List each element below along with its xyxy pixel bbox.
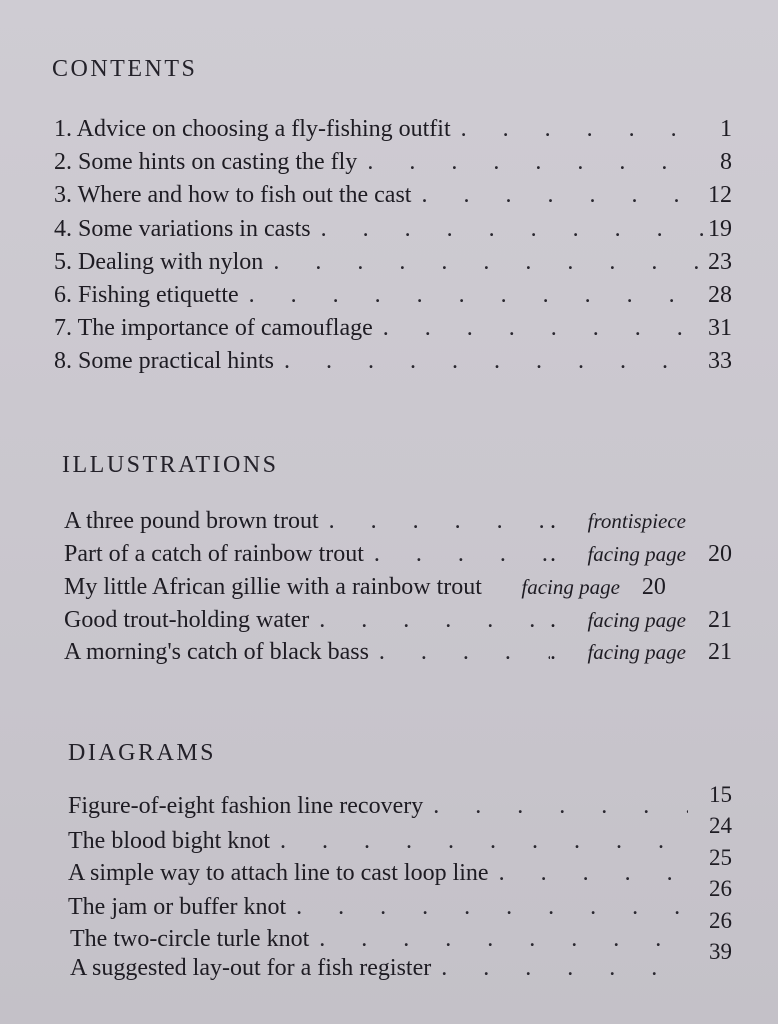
contents-entry — [54, 315, 732, 342]
leader-dots — [369, 639, 550, 666]
illustrations-heading: ILLUSTRATIONS — [62, 452, 279, 478]
contents-entry-page: 12 — [708, 182, 732, 208]
contents-entry-page: 19 — [708, 216, 732, 242]
diagram-entry-title: The blood bight knot — [68, 828, 270, 854]
illustration-entry-page: 21 — [708, 639, 732, 665]
illustration-entry-title: Good trout-holding water — [64, 607, 310, 633]
contents-entry-title: 4. Some variations in casts — [54, 216, 311, 242]
leader-dots — [431, 955, 688, 982]
leader-dots — [489, 860, 688, 887]
illustration-entry-qualifier: facing page — [587, 640, 686, 664]
illustration-entry — [64, 607, 732, 634]
contents-entry — [54, 249, 732, 276]
illustration-entry-qualifier: frontispiece — [587, 509, 686, 533]
leader-dots — [319, 508, 550, 535]
leader-dots — [451, 116, 704, 143]
contents-entry-title: 7. The importance of camouflage — [54, 315, 373, 341]
illustration-entry — [64, 541, 732, 568]
diagram-entry-title: The jam or buffer knot — [68, 894, 287, 920]
qualifier-dot: . — [550, 541, 556, 567]
contents-entry-title: 1. Advice on choosing a fly-fishing outfit — [54, 116, 451, 142]
diagram-entry — [70, 955, 688, 982]
leader-dots — [364, 541, 550, 568]
diagram-entry-title: A simple way to attach line to cast loop line — [68, 860, 489, 886]
leader-dots — [309, 926, 688, 953]
contents-entry-page: 28 — [708, 282, 732, 308]
leader-dots — [411, 182, 704, 209]
qualifier-dot: . — [550, 508, 556, 534]
leader-dots — [263, 249, 704, 276]
contents-entry — [54, 116, 732, 143]
diagram-entry — [68, 828, 688, 855]
contents-entry-page: 23 — [708, 249, 732, 275]
diagram-entry-page: 25 — [709, 845, 732, 870]
illustration-entry-title: A three pound brown trout — [64, 508, 319, 534]
contents-heading: CONTENTS — [52, 56, 198, 82]
leader-dots — [373, 315, 704, 342]
diagram-entry — [70, 926, 688, 953]
qualifier-dot: . — [550, 607, 556, 633]
leader-dots — [286, 894, 688, 921]
illustration-entry-page: 21 — [708, 607, 732, 633]
contents-entry-title: 2. Some hints on casting the fly — [54, 149, 358, 175]
leader-dots — [309, 607, 550, 634]
contents-entry-title: 3. Where and how to fish out the cast — [54, 182, 412, 208]
illustration-entry — [64, 639, 732, 666]
illustration-entry-qualifier: facing page — [587, 608, 686, 632]
illustration-entry-title: A morning's catch of black bass — [64, 639, 369, 665]
illustration-entry-qualifier: facing page — [521, 575, 620, 599]
leader-dots — [311, 216, 704, 243]
diagram-entry-title: A suggested lay-out for a fish register — [70, 955, 432, 981]
illustration-entry-page: 20 — [708, 541, 732, 567]
leader-dots — [274, 348, 704, 375]
diagram-entry-page: 26 — [709, 876, 732, 901]
diagram-entry — [68, 793, 688, 820]
illustration-entry — [64, 508, 732, 535]
illustration-entry-title: Part of a catch of rainbow trout — [64, 541, 364, 567]
diagram-entry — [68, 894, 688, 921]
contents-entry-title: 5. Dealing with nylon — [54, 249, 264, 275]
diagram-entry-page: 15 — [709, 782, 732, 807]
diagram-entry — [68, 860, 688, 887]
diagram-entry-title: The two-circle turle knot — [70, 926, 310, 952]
contents-entry — [54, 149, 732, 176]
leader-dots — [270, 828, 688, 855]
contents-entry-page: 8 — [720, 149, 732, 175]
contents-entry — [54, 348, 732, 375]
contents-entry — [54, 216, 732, 243]
leader-dots — [239, 282, 704, 309]
illustration-entry — [64, 574, 732, 601]
contents-entry-page: 33 — [708, 348, 732, 374]
diagram-entry-page: 26 — [709, 908, 732, 933]
contents-entry — [54, 182, 732, 209]
illustration-entry-page: 20 — [641, 574, 666, 600]
illustration-entry-title: My little African gillie with a rainbow trout — [64, 574, 482, 600]
diagram-entry-page: 39 — [709, 939, 732, 964]
diagrams-heading: DIAGRAMS — [68, 740, 217, 766]
contents-entry-title: 6. Fishing etiquette — [54, 282, 239, 308]
contents-entry-page: 31 — [708, 315, 732, 341]
leader-dots — [423, 793, 688, 820]
diagram-entry-page: 24 — [709, 813, 732, 838]
leader-dots — [357, 149, 704, 176]
illustration-entry-qualifier: facing page — [587, 542, 686, 566]
contents-entry — [54, 282, 732, 309]
contents-entry-page: 1 — [720, 116, 732, 142]
diagram-entry-title: Figure-of-eight fashion line recovery — [68, 793, 424, 819]
qualifier-dot: . — [550, 639, 556, 665]
contents-entry-title: 8. Some practical hints — [54, 348, 274, 374]
